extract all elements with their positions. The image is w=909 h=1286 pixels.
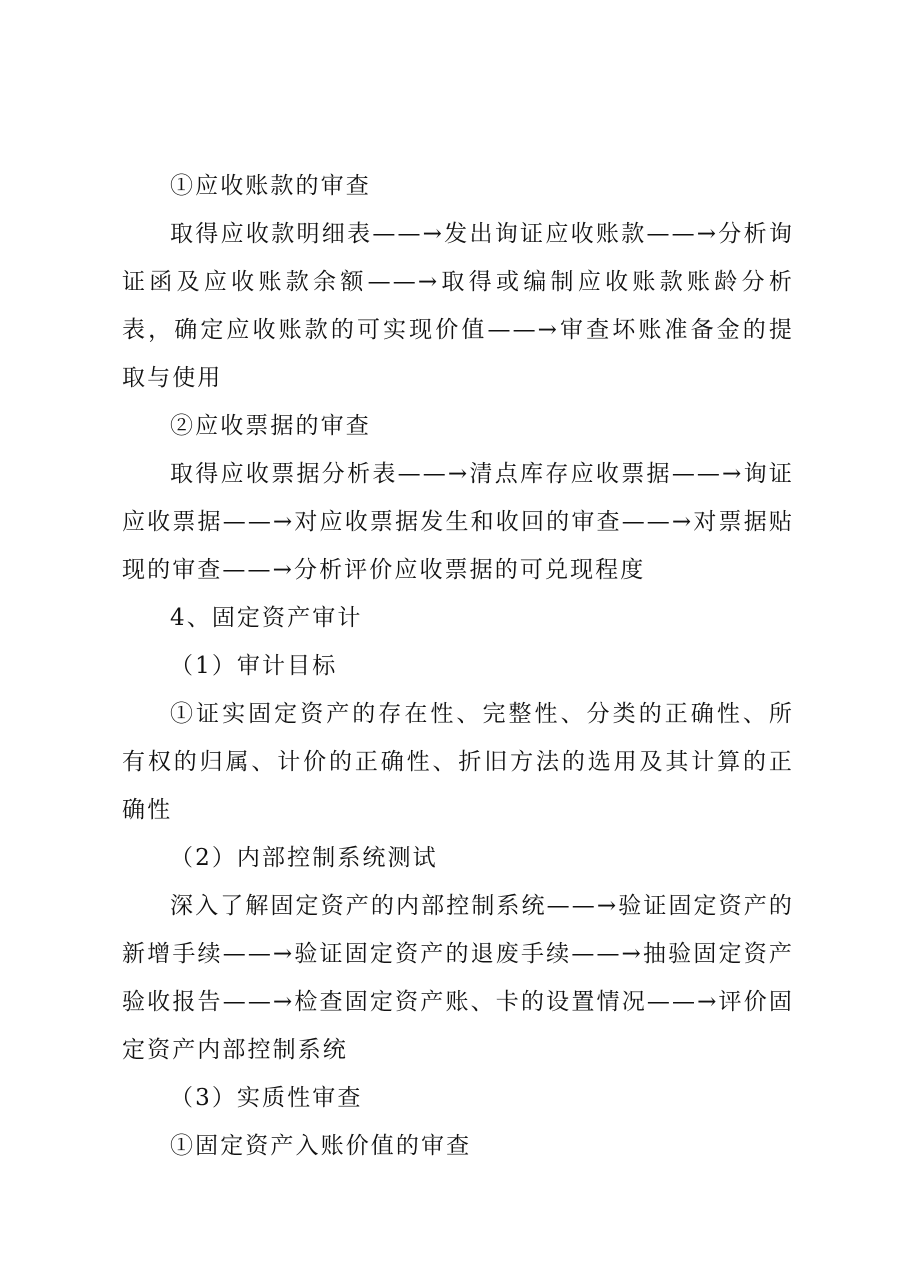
paragraph-receivables-review-steps: 取得应收款明细表——→发出询证应收账款——→分析询证函及应收账款余额——→取得或编制应收账款账龄分析表，确定应收账款的可实现价值——→审查坏账准备金的提取与使用 (122, 221, 794, 391)
subsection-substantive-review: （3）实质性审查 (170, 1085, 363, 1111)
subsection-audit-objectives: （1）审计目标 (170, 653, 338, 679)
paragraph-notes-receivable-heading: ②应收票据的审查 (170, 413, 371, 439)
paragraph-notes-receivable-steps: 取得应收票据分析表——→清点库存应收票据——→询证应收票据——→对应收票据发生和收回的审查——→对票据贴现的审查——→分析评价应收票据的可兑现程度 (122, 461, 794, 583)
paragraph-receivables-review-heading: ①应收账款的审查 (170, 173, 371, 199)
paragraph-audit-objectives: ①证实固定资产的存在性、完整性、分类的正确性、所有权的归属、计价的正确性、折旧方法的选用及其计算的正确性 (122, 701, 794, 823)
paragraph-internal-control-steps: 深入了解固定资产的内部控制系统——→验证固定资产的新增手续——→验证固定资产的退废手续——→抽验固定资产验收报告——→检查固定资产账、卡的设置情况——→评价固定资产内部控制系统 (122, 893, 794, 1063)
subsection-internal-control-test: （2）内部控制系统测试 (170, 845, 438, 871)
paragraph-fixed-asset-value-review: ①固定资产入账价值的审查 (170, 1133, 472, 1159)
section-fixed-assets-audit: 4、固定资产审计 (170, 605, 363, 631)
document-body (122, 162, 794, 1170)
